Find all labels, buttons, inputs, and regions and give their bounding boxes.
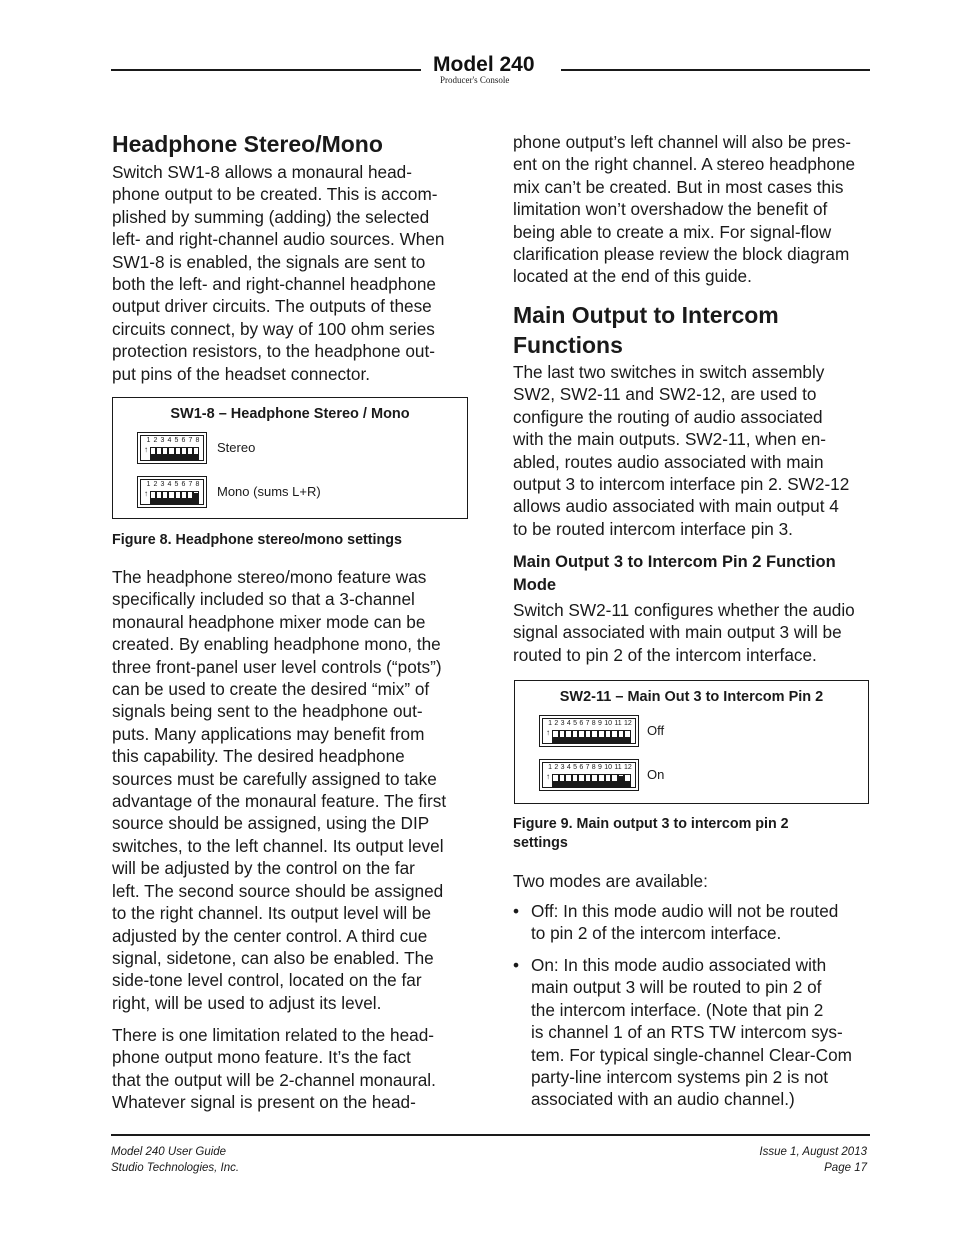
switch-number: 4 <box>167 437 172 444</box>
text-line: configure the routing of audio associated <box>513 406 823 427</box>
switch-number: 8 <box>195 481 200 488</box>
up-arrow-icon: ↑ <box>144 489 148 498</box>
setting-label: Mono (sums L+R) <box>217 484 321 499</box>
footer-page-number: Page 17 <box>824 1161 867 1174</box>
switch-numbers <box>547 764 633 772</box>
dip-switch-position <box>585 730 592 743</box>
text-line: advantage of the monaural feature. The first <box>112 791 447 812</box>
paragraph <box>112 161 444 385</box>
caption-line: settings <box>513 835 568 851</box>
text-line: monaural headphone mixer mode can be <box>112 611 426 632</box>
dip-switch-position <box>591 730 598 743</box>
text-line: allows audio associated with main output 4 <box>513 496 839 517</box>
text-line: clarification please review the block diagram <box>513 244 850 265</box>
dip-switch-position <box>618 774 625 787</box>
dip-switch-position <box>552 730 559 743</box>
text-line: switches, to the left channel. Its output level <box>112 835 444 856</box>
product-logo <box>433 54 553 85</box>
text-line: circuits connect, by way of 100 ohm series <box>112 318 435 339</box>
text-line: left- and right-channel audio sources. When <box>112 229 445 250</box>
text-line: limitation won’t overshadow the benefit of <box>513 199 828 220</box>
text-line: output 3 to intercom interface pin 2. SW2-12 <box>513 474 850 495</box>
text-line: to pin 2 of the intercom interface. <box>531 923 782 944</box>
text-line: SW2, SW2-11 and SW2-12, are used to <box>513 384 817 405</box>
paragraph <box>112 1024 436 1114</box>
text-line: party-line intercom systems pin 2 is not <box>531 1067 829 1088</box>
up-arrow-icon: ↑ <box>546 728 550 737</box>
text-line: side-tone level control, located on the far <box>112 970 422 991</box>
text-line: phone output to be created. This is accom- <box>112 184 438 205</box>
text-line: main output 3 will be routed to pin 2 of <box>531 977 822 998</box>
dip-switch-position <box>591 774 598 787</box>
footer-doc-title: Model 240 User Guide <box>111 1146 227 1158</box>
text-line: protection resistors, to the headphone out- <box>112 341 435 362</box>
switch-number: 2 <box>554 764 559 771</box>
text-line: Switch SW1-8 allows a monaural head- <box>112 162 412 182</box>
header-rule-right <box>561 69 870 71</box>
text-line: ent on the right channel. A stereo headphone <box>513 154 856 175</box>
switch-number: 6 <box>579 764 584 771</box>
text-line: The last two switches in switch assembly <box>513 362 825 382</box>
heading-line: Functions <box>513 332 623 358</box>
caption-line: Figure 9. Main output 3 to intercom pin 2 <box>513 816 789 832</box>
switch-number: 11 <box>614 720 622 727</box>
dip-switch-position <box>193 491 199 504</box>
text-line: source should be assigned, using the DIP <box>112 813 430 834</box>
figure-sw1-8 <box>112 397 468 519</box>
subheading-line: Mode <box>513 575 557 594</box>
text-line: There is one limitation related to the head- <box>112 1025 434 1045</box>
paragraph <box>513 361 849 540</box>
switch-number: 1 <box>146 437 151 444</box>
paragraph <box>513 131 855 288</box>
switch-number: 9 <box>598 764 602 771</box>
switch-number: 1 <box>548 720 553 727</box>
up-arrow-icon: ↑ <box>546 772 550 781</box>
text-line: SW1-8 is enabled, the signals are sent to <box>112 251 426 272</box>
switch-number: 12 <box>624 764 632 771</box>
switch-number: 8 <box>591 720 596 727</box>
text-line: to the right channel. Its output level will be <box>112 903 432 924</box>
dip-switch-position <box>605 774 612 787</box>
dip-switch-position <box>585 774 592 787</box>
text-line: put pins of the headset connector. <box>112 363 370 384</box>
subheading-main-output-3 <box>513 551 836 596</box>
switch-number: 7 <box>585 720 590 727</box>
switch-number: 2 <box>153 437 158 444</box>
switch-number: 5 <box>174 437 179 444</box>
dip-switch-position <box>559 774 566 787</box>
figure-caption: Figure 8. Headphone stereo/mono settings <box>112 532 402 548</box>
paragraph <box>112 566 446 1014</box>
setting-label: Stereo <box>217 440 256 455</box>
text-line: Off: In this mode audio will not be routed <box>531 901 839 921</box>
dip-switch-position <box>578 774 585 787</box>
dip-switch-position <box>605 730 612 743</box>
dip-switch-position <box>624 774 631 787</box>
switch-number: 5 <box>573 764 577 771</box>
switch-number: 7 <box>188 481 193 488</box>
paragraph <box>513 599 855 666</box>
text-line: Switch SW2-11 configures whether the audio <box>513 600 855 620</box>
text-line: this capability. The desired headphone <box>112 746 405 767</box>
text-line: On: In this mode audio associated with <box>531 955 827 975</box>
figure-title: SW2-11 – Main Out 3 to Intercom Pin 2 <box>559 689 824 705</box>
switch-number: 6 <box>181 437 186 444</box>
setting-label: On <box>647 767 665 782</box>
text-line: mix can’t be created. But in most cases this <box>513 176 844 197</box>
footer-company: Studio Technologies, Inc. <box>111 1161 240 1174</box>
text-line: Whatever signal is present on the head- <box>112 1092 416 1113</box>
footer-issue: Issue 1, August 2013 <box>759 1146 867 1158</box>
figure-caption <box>513 815 789 853</box>
bullet-dot: • <box>513 955 520 975</box>
text-line: left. The second source should be assigned <box>112 880 444 901</box>
switch-numbers <box>145 437 201 445</box>
text-line: signal, sidetone, can also be enabled. The <box>112 947 434 968</box>
dip-switch-diagram <box>539 759 639 791</box>
switch-number: 11 <box>614 764 622 771</box>
switch-number: 8 <box>195 437 200 444</box>
paragraph: Two modes are available: <box>513 871 708 891</box>
switch-number: 1 <box>146 481 151 488</box>
text-line: can be used to create the desired “mix” of <box>112 679 430 700</box>
switch-number: 7 <box>585 764 590 771</box>
switch-number: 1 <box>548 764 553 771</box>
text-line: created. By enabling headphone mono, the <box>112 634 441 655</box>
switch-number: 3 <box>160 437 165 444</box>
dip-switch-position <box>611 774 618 787</box>
text-line: adjusted by the center control. A third cue <box>112 925 428 946</box>
dip-switch-position <box>559 730 566 743</box>
text-line: to be routed intercom interface pin 3. <box>513 518 793 539</box>
switch-number: 6 <box>579 720 584 727</box>
switch-number: 4 <box>566 720 571 727</box>
dip-switch-position <box>572 774 579 787</box>
switch-number: 10 <box>604 720 613 727</box>
text-line: the intercom interface. (Note that pin 2 <box>531 999 824 1020</box>
switch-numbers <box>547 720 633 728</box>
footer-right <box>759 1145 867 1176</box>
dip-switch-position <box>193 447 199 460</box>
header-rule-left <box>111 69 421 71</box>
switch-number: 12 <box>624 720 632 727</box>
text-line: plished by summing (adding) the selected <box>112 206 430 227</box>
text-line: that the output will be 2-channel monaural. <box>112 1069 436 1090</box>
text-line: tem. For typical single-channel Clear-Com <box>531 1044 852 1065</box>
footer-rule <box>111 1134 870 1136</box>
section-heading-main-output <box>513 300 779 360</box>
text-line: routed to pin 2 of the intercom interface. <box>513 644 817 665</box>
switch-number: 4 <box>167 481 172 488</box>
text-line: puts. Many applications may benefit from <box>112 723 425 744</box>
text-line: associated with an audio channel.) <box>531 1089 795 1110</box>
switch-number: 2 <box>554 720 559 727</box>
switch-number: 5 <box>573 720 577 727</box>
switch-number: 2 <box>153 481 158 488</box>
text-line: The headphone stereo/mono feature was <box>112 567 427 587</box>
dip-switch-position <box>618 730 625 743</box>
dip-switch-position <box>624 730 631 743</box>
text-line: is channel 1 of an RTS TW intercom sys- <box>531 1022 843 1043</box>
text-line: abled, routes audio associated with main <box>513 451 824 472</box>
text-line: phone output’s left channel will also be pres- <box>513 132 851 152</box>
dip-switch-position <box>611 730 618 743</box>
text-line: specifically included so that a 3-channel <box>112 589 415 610</box>
figure-sw2-11 <box>514 680 869 804</box>
switch-number: 6 <box>181 481 186 488</box>
logo-subtitle: Producer's Console <box>440 75 510 85</box>
subheading-line: Main Output 3 to Intercom Pin 2 Function <box>513 553 836 571</box>
dip-switch-position <box>598 730 605 743</box>
switch-number: 9 <box>598 720 602 727</box>
dip-switch-position <box>572 730 579 743</box>
dip-switch-position <box>598 774 605 787</box>
switch-numbers <box>145 481 201 489</box>
text-line: sources must be carefully assigned to take <box>112 768 437 789</box>
switch-number: 4 <box>566 764 571 771</box>
footer-left <box>111 1145 239 1176</box>
dip-switch-position <box>578 730 585 743</box>
switch-number: 3 <box>560 764 565 771</box>
figure-title: SW1-8 – Headphone Stereo / Mono <box>170 406 410 422</box>
dip-switch-diagram <box>137 476 207 508</box>
setting-label: Off <box>647 723 665 738</box>
text-line: right, will be used to adjust its level. <box>112 992 382 1013</box>
switch-number: 5 <box>174 481 179 488</box>
section-heading-headphone: Headphone Stereo/Mono <box>112 131 383 157</box>
text-line: signal associated with main output 3 will be <box>513 622 842 643</box>
switch-number: 7 <box>188 437 193 444</box>
logo-title: Model 240 <box>433 53 535 76</box>
text-line: signals being sent to the headphone out- <box>112 701 423 722</box>
switch-number: 8 <box>591 764 596 771</box>
dip-switch-position <box>565 774 572 787</box>
text-line: located at the end of this guide. <box>513 266 752 287</box>
heading-line: Main Output to Intercom <box>513 302 779 328</box>
text-line: with the main outputs. SW2-11, when en- <box>513 429 827 450</box>
text-line: output driver circuits. The outputs of these <box>112 296 432 317</box>
bullet-dot: • <box>513 901 520 921</box>
text-line: phone output mono feature. It’s the fact <box>112 1047 411 1068</box>
dip-switch-position <box>552 774 559 787</box>
switch-number: 3 <box>560 720 565 727</box>
text-line: three front-panel user level controls (“pots”) <box>112 656 442 677</box>
switch-number: 3 <box>160 481 165 488</box>
dip-switch-position <box>565 730 572 743</box>
text-line: both the left- and right-channel headphone <box>112 274 436 295</box>
text-line: will be adjusted by the control on the far <box>112 858 415 879</box>
switch-number: 10 <box>604 764 613 771</box>
dip-switch-diagram <box>539 715 639 747</box>
up-arrow-icon: ↑ <box>144 445 148 454</box>
dip-switch-diagram <box>137 432 207 464</box>
text-line: being able to create a mix. For signal-flow <box>513 221 832 242</box>
